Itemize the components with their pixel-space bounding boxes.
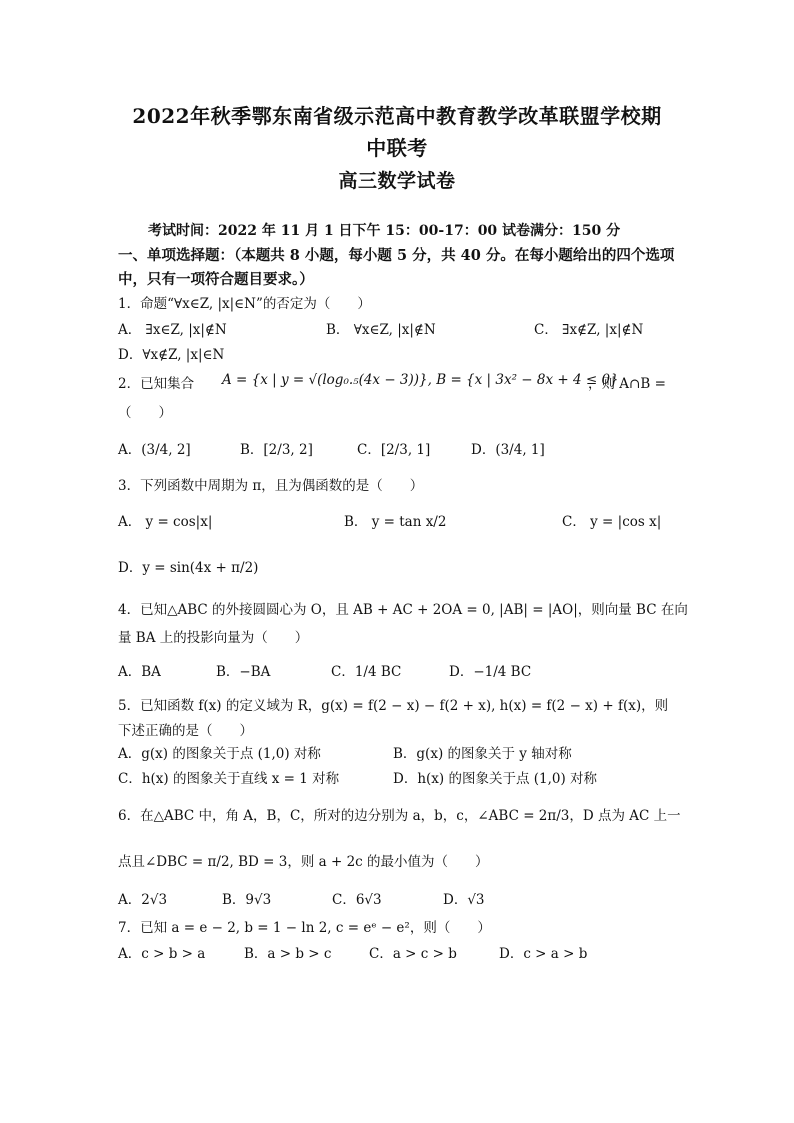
question-2-option-a: A．(3/4, 2] bbox=[118, 442, 191, 458]
question-1-stem: 1．命题“∀x∈Z, |x|∈N”的否定为（ ） bbox=[118, 296, 371, 312]
question-4-stem-line1: 4．已知△ABC 的外接圆圆心为 O，且 AB + AC + 2OA = 0, |AB| = |AO|，则向量 BC 在向 bbox=[118, 602, 688, 618]
question-7-option-a: A．c > b > a bbox=[118, 946, 206, 962]
question-6-option-a: A．2√3 bbox=[118, 892, 168, 908]
question-1-option-c: C． ∃x∉Z, |x|∉N bbox=[534, 322, 644, 338]
question-6-option-b: B．9√3 bbox=[222, 892, 272, 908]
question-7-stem: 7．已知 a = e − 2, b = 1 − ln 2, c = eᵉ − e²，则（ ） bbox=[118, 920, 491, 936]
question-1-option-b: B． ∀x∈Z, |x|∉N bbox=[326, 322, 436, 338]
question-3-option-d: D．y = sin(4x + π/2) bbox=[118, 560, 259, 576]
exam-title-line2: 中联考 bbox=[366, 136, 428, 160]
question-3-option-c: C． y = |cos x| bbox=[562, 514, 662, 530]
exam-title-line1: 2022年秋季鄂东南省级示范高中教育教学改革联盟学校期 bbox=[132, 104, 662, 128]
question-3-option-b: B． y = tan x/2 bbox=[344, 514, 447, 530]
question-4-option-d: D．−1/4 BC bbox=[449, 664, 532, 680]
question-1-option-a: A． ∃x∈Z, |x|∉N bbox=[118, 322, 227, 338]
question-3-stem: 3．下列函数中周期为 π，且为偶函数的是（ ） bbox=[118, 478, 424, 494]
question-6-stem-line2: 点且∠DBC = π/2, BD = 3，则 a + 2c 的最小值为（ ） bbox=[118, 854, 489, 870]
question-5-stem-line1: 5．已知函数 f(x) 的定义域为 R，g(x) = f(2 − x) − f(2 + x), h(x) = f(2 − x) + f(x)，则 bbox=[118, 698, 669, 714]
exam-info: 考试时间：2022 年 11 月 1 日下午 15：00-17：00 试卷满分：150 分 bbox=[148, 223, 621, 239]
question-3-option-a: A． y = cos|x| bbox=[118, 514, 213, 530]
question-5-stem-line2: 下述正确的是（ ） bbox=[118, 723, 253, 739]
question-1-option-d: D．∀x∉Z, |x|∈N bbox=[118, 347, 225, 363]
question-7-option-b: B．a > b > c bbox=[244, 946, 332, 962]
question-5-option-d: D．h(x) 的图象关于点 (1,0) 对称 bbox=[393, 771, 598, 787]
question-5-option-a: A．g(x) 的图象关于点 (1,0) 对称 bbox=[118, 746, 321, 762]
question-7-option-d: D．c > a > b bbox=[499, 946, 588, 962]
question-4-option-b: B．−BA bbox=[216, 664, 271, 680]
question-6-option-d: D．√3 bbox=[443, 892, 485, 908]
question-5-option-c: C．h(x) 的图象关于直线 x = 1 对称 bbox=[118, 771, 340, 787]
question-6-stem-line1: 6．在△ABC 中，角 A，B，C，所对的边分别为 a，b，c，∠ABC = 2π/3，D 点为 AC 上一 bbox=[118, 808, 681, 824]
section-heading: 一、单项选择题：（本题共 8 小题，每小题 5 分，共 40 分。在每小题给出的四个选项中，只有一项符合题目要求。） bbox=[118, 247, 675, 288]
question-4-option-c: C．1/4 BC bbox=[331, 664, 402, 680]
question-2-paren: （ ） bbox=[118, 405, 172, 421]
question-2-stem-prefix: 2．已知集合 bbox=[118, 376, 195, 392]
question-2-option-d: D．(3/4, 1] bbox=[471, 442, 545, 458]
question-2-stem-suffix: ，则 A∩B = bbox=[588, 376, 666, 392]
exam-subject-title: 高三数学试卷 bbox=[338, 170, 456, 192]
question-2-option-b: B．[2/3, 2] bbox=[240, 442, 313, 458]
question-7-option-c: C．a > c > b bbox=[369, 946, 457, 962]
question-4-option-a: A．BA bbox=[118, 664, 161, 680]
question-2-set-definitions: A = {x | y = √(log₀.₅(4x − 3))}, B = {x | 3x² − 8x + 4 ≤ 0} bbox=[222, 372, 619, 388]
question-4-stem-line2: 量 BA 上的投影向量为（ ） bbox=[118, 630, 309, 646]
question-2-option-c: C．[2/3, 1] bbox=[357, 442, 431, 458]
question-5-option-b: B．g(x) 的图象关于 y 轴对称 bbox=[393, 746, 572, 762]
question-6-option-c: C．6√3 bbox=[332, 892, 382, 908]
